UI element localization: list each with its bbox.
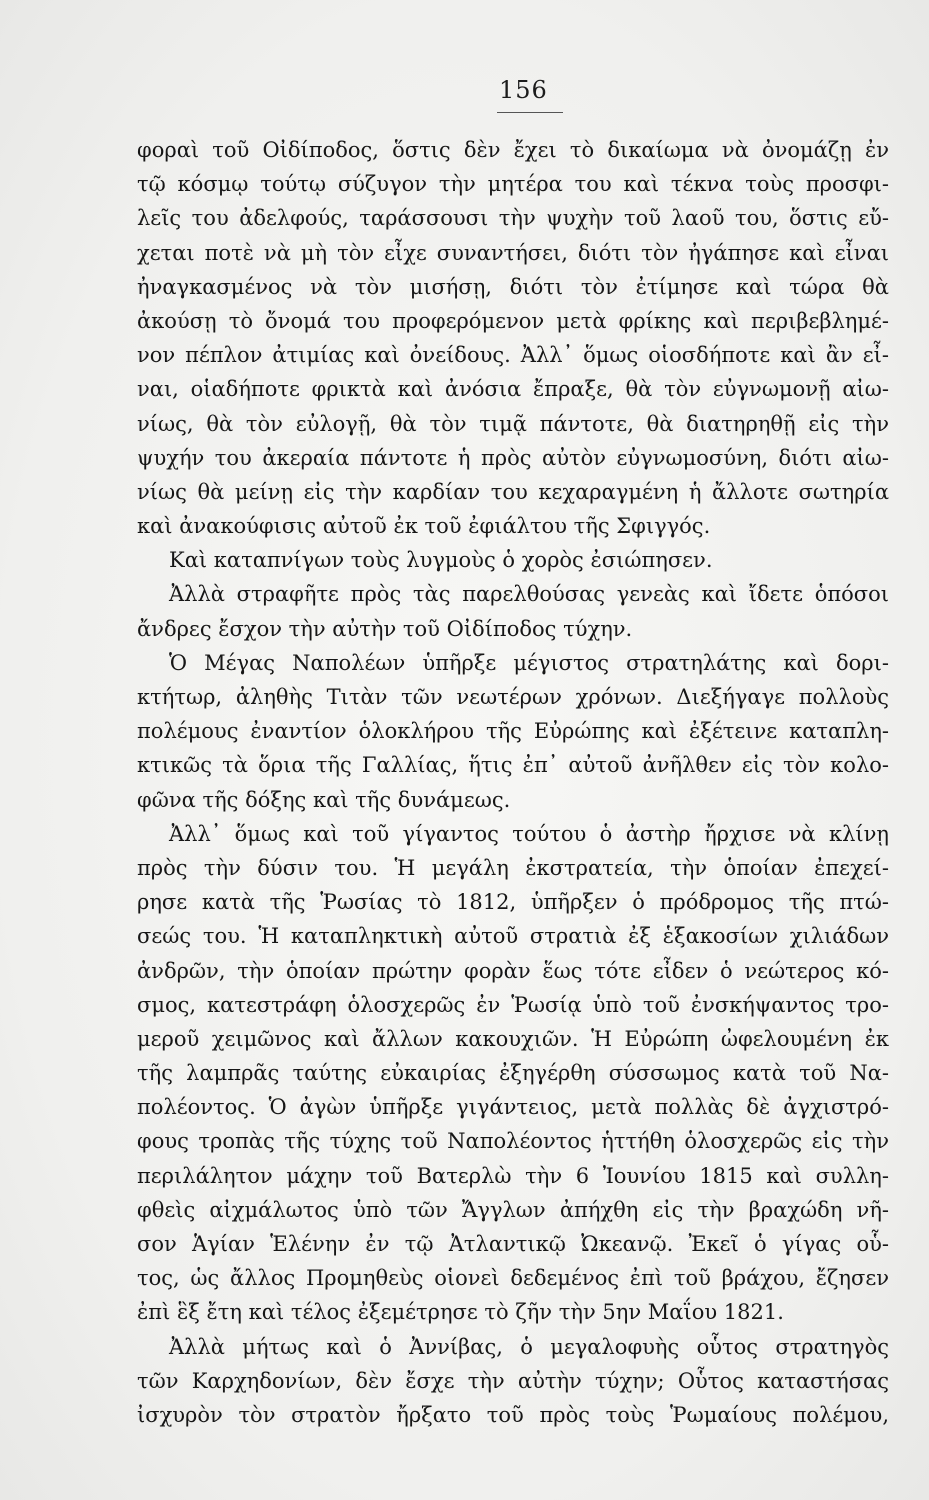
- text-line: ἠναγκασμένος νὰ τὸν μισήσῃ, διότι τὸν ἐτίμησε καὶ τώρα θὰ: [137, 274, 889, 299]
- text-line: κτήτωρ, ἀληθὴς Τιτὰν τῶν νεωτέρων χρόνων. Διεξήγαγε πολλοὺς: [137, 685, 889, 709]
- text-line: ἀκούσῃ τὸ ὄνομά του προφερόμενον μετὰ φρίκης καὶ περιβεβλημέ-: [137, 308, 889, 333]
- text-line: μεροῦ χειμῶνος καὶ ἄλλων κακουχιῶν. Ἡ Εὐρώπη ὠφελουμένη ἐκ: [137, 1026, 889, 1051]
- text-line: σον Ἁγίαν Ἑλένην ἐν τῷ Ἀτλαντικῷ Ὠκεανῷ. Ἐκεῖ ὁ γίγας οὗ-: [137, 1232, 889, 1256]
- text-line: ἰσχυρὸν τὸν στρατὸν ἤρξατο τοῦ πρὸς τοὺς Ῥωμαίους πολέμου,: [137, 1402, 889, 1427]
- text-line: νον πέπλον ἀτιμίας καὶ ὀνείδους. Ἀλλ᾽ ὅμως οἱοσδήποτε καὶ ἂν εἶ-: [137, 343, 889, 368]
- text-line: τος, ὡς ἄλλος Προμηθεὺς οἱονεὶ δεδεμένος ἐπὶ τοῦ βράχου, ἔζησεν: [137, 1266, 889, 1291]
- text-line: καὶ ἀνακούφισις αὐτοῦ ἐκ τοῦ ἐφιάλτου τῆς Σφιγγός.: [137, 514, 711, 539]
- text-line: πρὸς τὴν δύσιν του. Ἡ μεγάλη ἐκστρατεία, τὴν ὁποίαν ἐπεχεί-: [137, 855, 889, 880]
- text-line: Καὶ καταπνίγων τοὺς λυγμοὺς ὁ χορὸς ἐσιώπησεν.: [169, 548, 713, 573]
- body-text: [137, 133, 889, 1432]
- text-line: φῶνα τῆς δόξης καὶ τῆς δυνάμεως.: [137, 787, 511, 812]
- text-line: σμος, κατεστράφη ὁλοσχερῶς ἐν Ῥωσίᾳ ὑπὸ τοῦ ἐνσκήψαντος τρο-: [137, 992, 889, 1017]
- page-number: 156: [499, 76, 548, 104]
- text-line: τῷ κόσμῳ τούτῳ σύζυγον τὴν μητέρα του καὶ τέκνα τοὺς προσφι-: [137, 172, 889, 197]
- text-line: ρησε κατὰ τῆς Ῥωσίας τὸ 1812, ὑπῆρξεν ὁ πρόδρομος τῆς πτώ-: [137, 890, 889, 915]
- text-line: χεται ποτὲ νὰ μὴ τὸν εἶχε συναντήσει, διότι τὸν ἠγάπησε καὶ εἶναι: [137, 240, 889, 265]
- text-line: ἄνδρες ἔσχον τὴν αὐτὴν τοῦ Οἰδίποδος τύχην.: [137, 616, 633, 641]
- text-line: Ἀλλὰ μήτως καὶ ὁ Ἀννίβας, ὁ μεγαλοφυὴς οὗτος στρατηγὸς: [169, 1334, 889, 1359]
- text-line: ναι, οἱαδήποτε φρικτὰ καὶ ἀνόσια ἔπραξε, θὰ τὸν εὐγνωμονῇ αἰω-: [137, 377, 889, 402]
- text-line: πολέμους ἐναντίον ὁλοκλήρου τῆς Εὐρώπης καὶ ἐξέτεινε καταπλη-: [137, 719, 889, 744]
- text-line: νίως, θὰ τὸν εὐλογῇ, θὰ τὸν τιμᾷ πάντοτε, θὰ διατηρηθῇ εἰς τὴν: [137, 411, 889, 436]
- text-line: φοραὶ τοῦ Οἰδίποδος, ὅστις δὲν ἔχει τὸ δικαίωμα νὰ ὀνομάζῃ ἐν: [137, 138, 889, 162]
- text-line: Ἀλλ᾽ ὅμως καὶ τοῦ γίγαντος τούτου ὁ ἀστὴρ ἤρχισε νὰ κλίνῃ: [169, 821, 889, 846]
- text-line: ἐπὶ ἓξ ἔτη καὶ τέλος ἐξεμέτρησε τὸ ζῆν τὴν 5ην Μαΐου 1821.: [137, 1300, 784, 1325]
- text-line: κτικῶς τὰ ὅρια τῆς Γαλλίας, ἥτις ἐπ᾽ αὐτοῦ ἀνῆλθεν εἰς τὸν κολο-: [137, 753, 889, 778]
- text-line: πολέοντος. Ὁ ἀγὼν ὑπῆρξε γιγάντειος, μετὰ πολλὰς δὲ ἀγχιστρό-: [137, 1095, 889, 1120]
- text-line: ψυχήν του ἀκεραία πάντοτε ἡ πρὸς αὐτὸν εὐγνωμοσύνη, διότι αἰω-: [137, 445, 889, 470]
- text-line: λεῖς του ἀδελφούς, ταράσσουσι τὴν ψυχὴν τοῦ λαοῦ του, ὅστις εὔ-: [137, 206, 889, 231]
- page-number-rule: [497, 112, 563, 113]
- text-line: τῶν Καρχηδονίων, δὲν ἔσχε τὴν αὐτὴν τύχην; Οὗτος καταστήσας: [137, 1368, 889, 1393]
- text-line: ἀνδρῶν, τὴν ὁποίαν πρώτην φορὰν ἕως τότε εἶδεν ὁ νεώτερος κό-: [137, 958, 889, 983]
- text-line: νίως θὰ μείνῃ εἰς τὴν καρδίαν του κεχαραγμένη ἡ ἄλλοτε σωτηρία: [137, 479, 889, 504]
- text-line: σεώς του. Ἡ καταπληκτικὴ αὐτοῦ στρατιὰ ἐξ ἑξακοσίων χιλιάδων: [137, 924, 889, 949]
- text-line: περιλάλητον μάχην τοῦ Βατερλὼ τὴν 6 Ἰουνίου 1815 καὶ συλλη-: [137, 1163, 889, 1188]
- text-line: φους τροπὰς τῆς τύχης τοῦ Ναπολέοντος ἡττήθη ὁλοσχερῶς εἰς τὴν: [137, 1129, 889, 1154]
- text-line: Ἀλλὰ στραφῆτε πρὸς τὰς παρελθούσας γενεὰς καὶ ἴδετε ὁπόσοι: [169, 582, 889, 607]
- text-line: φθεὶς αἰχμάλωτος ὑπὸ τῶν Ἄγγλων ἀπήχθη εἰς τὴν βραχώδη νῆ-: [137, 1197, 889, 1222]
- text-line: Ὁ Μέγας Ναπολέων ὑπῆρξε μέγιστος στρατηλάτης καὶ δορι-: [169, 650, 889, 675]
- text-line: τῆς λαμπρᾶς ταύτης εὐκαιρίας ἐξηγέρθη σύσσωμος κατὰ τοῦ Να-: [137, 1061, 889, 1086]
